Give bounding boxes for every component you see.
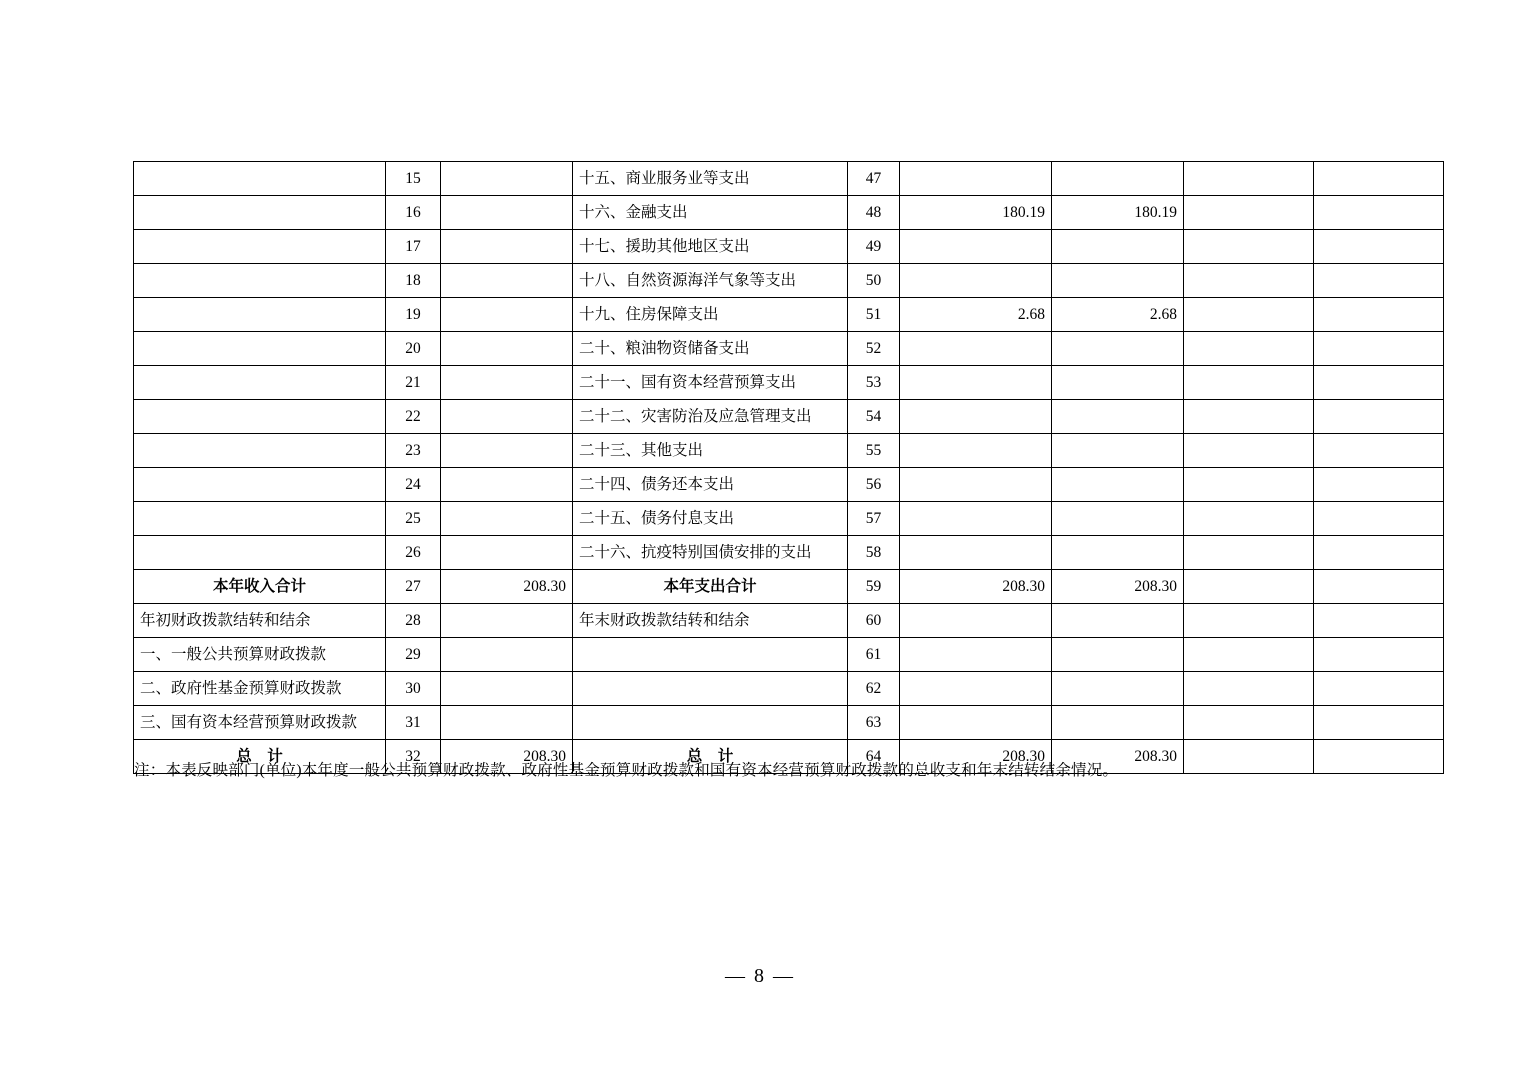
expense-amount-fund-cell xyxy=(1184,298,1314,332)
income-amount-cell xyxy=(441,230,573,264)
expense-amount-fund-cell xyxy=(1184,638,1314,672)
budget-table-container xyxy=(133,161,1389,774)
expense-amount-general-cell xyxy=(1052,468,1184,502)
table-row xyxy=(134,638,1444,672)
income-amount-cell: 208.30 xyxy=(441,740,573,774)
income-row-number-cell: 26 xyxy=(386,536,441,570)
expense-amount-general-cell xyxy=(1052,706,1184,740)
expense-label-cell: 年末财政拨款结转和结余 xyxy=(573,604,848,638)
income-label-cell: 本年收入合计 xyxy=(134,570,386,604)
expense-label-cell xyxy=(573,638,848,672)
expense-amount-fund-cell xyxy=(1184,468,1314,502)
expense-row-number-cell: 54 xyxy=(848,400,900,434)
income-amount-cell xyxy=(441,264,573,298)
expense-row-number-cell: 58 xyxy=(848,536,900,570)
expense-amount-fund-cell xyxy=(1184,196,1314,230)
income-amount-cell xyxy=(441,162,573,196)
expense-amount-fund-cell xyxy=(1184,706,1314,740)
expense-label-cell xyxy=(573,706,848,740)
expense-amount-total-cell: 2.68 xyxy=(900,298,1052,332)
income-row-number-cell: 15 xyxy=(386,162,441,196)
expense-amount-general-cell: 208.30 xyxy=(1052,740,1184,774)
table-row xyxy=(134,468,1444,502)
expense-label-cell: 十八、自然资源海洋气象等支出 xyxy=(573,264,848,298)
income-row-number-cell: 32 xyxy=(386,740,441,774)
income-row-number-cell: 29 xyxy=(386,638,441,672)
income-amount-cell xyxy=(441,196,573,230)
expense-amount-fund-cell xyxy=(1184,570,1314,604)
expense-row-number-cell: 56 xyxy=(848,468,900,502)
income-row-number-cell: 21 xyxy=(386,366,441,400)
expense-amount-general-cell: 208.30 xyxy=(1052,570,1184,604)
income-amount-cell xyxy=(441,400,573,434)
table-row xyxy=(134,196,1444,230)
income-amount-cell xyxy=(441,604,573,638)
expense-amount-general-cell xyxy=(1052,366,1184,400)
expense-row-number-cell: 49 xyxy=(848,230,900,264)
expense-label-cell: 十六、金融支出 xyxy=(573,196,848,230)
expense-amount-total-cell xyxy=(900,502,1052,536)
expense-label-cell: 二十二、灾害防治及应急管理支出 xyxy=(573,400,848,434)
expense-amount-fund-cell xyxy=(1184,162,1314,196)
expense-amount-total-cell: 208.30 xyxy=(900,570,1052,604)
expense-row-number-cell: 62 xyxy=(848,672,900,706)
expense-amount-capital-cell xyxy=(1314,604,1444,638)
income-amount-cell xyxy=(441,672,573,706)
expense-row-number-cell: 53 xyxy=(848,366,900,400)
table-row xyxy=(134,434,1444,468)
expense-amount-total-cell: 208.30 xyxy=(900,740,1052,774)
income-label-cell xyxy=(134,536,386,570)
income-label-cell xyxy=(134,264,386,298)
income-amount-cell xyxy=(441,638,573,672)
expense-row-number-cell: 63 xyxy=(848,706,900,740)
table-row xyxy=(134,332,1444,366)
income-label-cell xyxy=(134,400,386,434)
expense-amount-total-cell xyxy=(900,638,1052,672)
expense-amount-capital-cell xyxy=(1314,468,1444,502)
expense-amount-general-cell xyxy=(1052,434,1184,468)
expense-amount-general-cell xyxy=(1052,604,1184,638)
expense-amount-total-cell: 180.19 xyxy=(900,196,1052,230)
income-label-cell xyxy=(134,332,386,366)
expense-row-number-cell: 64 xyxy=(848,740,900,774)
income-row-number-cell: 31 xyxy=(386,706,441,740)
income-label-cell: 三、国有资本经营预算财政拨款 xyxy=(134,706,386,740)
expense-amount-fund-cell xyxy=(1184,366,1314,400)
table-row xyxy=(134,400,1444,434)
expense-amount-fund-cell xyxy=(1184,230,1314,264)
table-row xyxy=(134,604,1444,638)
expense-label-cell: 二十四、债务还本支出 xyxy=(573,468,848,502)
income-label-cell: 年初财政拨款结转和结余 xyxy=(134,604,386,638)
expense-amount-total-cell xyxy=(900,230,1052,264)
expense-amount-general-cell xyxy=(1052,536,1184,570)
income-label-cell xyxy=(134,468,386,502)
expense-label-cell: 十九、住房保障支出 xyxy=(573,298,848,332)
income-amount-cell xyxy=(441,706,573,740)
expense-amount-capital-cell xyxy=(1314,264,1444,298)
income-row-number-cell: 16 xyxy=(386,196,441,230)
expense-amount-total-cell xyxy=(900,264,1052,298)
income-amount-cell xyxy=(441,536,573,570)
expense-amount-fund-cell xyxy=(1184,740,1314,774)
expense-amount-total-cell xyxy=(900,468,1052,502)
expense-row-number-cell: 61 xyxy=(848,638,900,672)
income-label-cell: 总 计 xyxy=(134,740,386,774)
expense-amount-capital-cell xyxy=(1314,400,1444,434)
income-row-number-cell: 22 xyxy=(386,400,441,434)
income-label-cell xyxy=(134,298,386,332)
table-body xyxy=(134,162,1444,774)
expense-amount-capital-cell xyxy=(1314,434,1444,468)
expense-label-cell: 二十、粮油物资储备支出 xyxy=(573,332,848,366)
expense-row-number-cell: 50 xyxy=(848,264,900,298)
expense-amount-total-cell xyxy=(900,536,1052,570)
table-row xyxy=(134,672,1444,706)
expense-row-number-cell: 51 xyxy=(848,298,900,332)
expense-amount-total-cell xyxy=(900,434,1052,468)
expense-amount-general-cell xyxy=(1052,264,1184,298)
expense-amount-total-cell xyxy=(900,162,1052,196)
expense-label-cell: 总 计 xyxy=(573,740,848,774)
income-amount-cell: 208.30 xyxy=(441,570,573,604)
expense-amount-fund-cell xyxy=(1184,604,1314,638)
page-number: — 8 — xyxy=(725,965,795,987)
expense-amount-fund-cell xyxy=(1184,264,1314,298)
income-amount-cell xyxy=(441,434,573,468)
expense-row-number-cell: 48 xyxy=(848,196,900,230)
expense-amount-capital-cell xyxy=(1314,230,1444,264)
expense-amount-capital-cell xyxy=(1314,570,1444,604)
expense-amount-capital-cell xyxy=(1314,536,1444,570)
table-row xyxy=(134,570,1444,604)
income-row-number-cell: 25 xyxy=(386,502,441,536)
income-label-cell: 一、一般公共预算财政拨款 xyxy=(134,638,386,672)
expense-amount-general-cell: 2.68 xyxy=(1052,298,1184,332)
expense-row-number-cell: 59 xyxy=(848,570,900,604)
expense-amount-capital-cell xyxy=(1314,162,1444,196)
table-row xyxy=(134,536,1444,570)
expense-amount-capital-cell xyxy=(1314,196,1444,230)
income-label-cell xyxy=(134,230,386,264)
income-amount-cell xyxy=(441,468,573,502)
income-row-number-cell: 24 xyxy=(386,468,441,502)
expense-amount-capital-cell xyxy=(1314,332,1444,366)
table-row xyxy=(134,502,1444,536)
table-row xyxy=(134,706,1444,740)
income-amount-cell xyxy=(441,298,573,332)
income-amount-cell xyxy=(441,366,573,400)
expense-label-cell: 十五、商业服务业等支出 xyxy=(573,162,848,196)
expense-amount-capital-cell xyxy=(1314,638,1444,672)
income-label-cell xyxy=(134,502,386,536)
expense-label-cell: 二十六、抗疫特别国债安排的支出 xyxy=(573,536,848,570)
expense-label-cell: 二十一、国有资本经营预算支出 xyxy=(573,366,848,400)
income-label-cell: 二、政府性基金预算财政拨款 xyxy=(134,672,386,706)
income-label-cell xyxy=(134,196,386,230)
expense-amount-general-cell xyxy=(1052,162,1184,196)
expense-amount-general-cell: 180.19 xyxy=(1052,196,1184,230)
income-amount-cell xyxy=(441,332,573,366)
expense-amount-total-cell xyxy=(900,332,1052,366)
table-row xyxy=(134,298,1444,332)
expense-amount-total-cell xyxy=(900,672,1052,706)
expense-amount-capital-cell xyxy=(1314,298,1444,332)
expense-amount-total-cell xyxy=(900,604,1052,638)
expense-amount-capital-cell xyxy=(1314,740,1444,774)
expense-amount-capital-cell xyxy=(1314,706,1444,740)
income-label-cell xyxy=(134,434,386,468)
expense-amount-general-cell xyxy=(1052,400,1184,434)
table-row xyxy=(134,162,1444,196)
income-row-number-cell: 17 xyxy=(386,230,441,264)
expense-amount-fund-cell xyxy=(1184,332,1314,366)
income-amount-cell xyxy=(441,502,573,536)
expense-amount-capital-cell xyxy=(1314,672,1444,706)
table-row xyxy=(134,366,1444,400)
expense-amount-fund-cell xyxy=(1184,672,1314,706)
expense-amount-fund-cell xyxy=(1184,536,1314,570)
expense-amount-general-cell xyxy=(1052,502,1184,536)
expense-amount-total-cell xyxy=(900,706,1052,740)
income-row-number-cell: 23 xyxy=(386,434,441,468)
income-row-number-cell: 28 xyxy=(386,604,441,638)
expense-amount-fund-cell xyxy=(1184,400,1314,434)
table-note: 注：本表反映部门(单位)本年度一般公共预算财政拨款、政府性基金预算财政拨款和国有资本经营预算财政拨款的总收支和年末结转结余情况。 xyxy=(134,762,1119,779)
income-row-number-cell: 27 xyxy=(386,570,441,604)
income-row-number-cell: 20 xyxy=(386,332,441,366)
income-label-cell xyxy=(134,162,386,196)
expense-amount-general-cell xyxy=(1052,638,1184,672)
expense-amount-fund-cell xyxy=(1184,434,1314,468)
expense-row-number-cell: 47 xyxy=(848,162,900,196)
expense-amount-general-cell xyxy=(1052,230,1184,264)
income-row-number-cell: 30 xyxy=(386,672,441,706)
expense-amount-capital-cell xyxy=(1314,366,1444,400)
expense-amount-fund-cell xyxy=(1184,502,1314,536)
table-row xyxy=(134,264,1444,298)
expense-amount-total-cell xyxy=(900,400,1052,434)
expense-label-cell: 二十五、债务付息支出 xyxy=(573,502,848,536)
income-label-cell xyxy=(134,366,386,400)
expense-row-number-cell: 57 xyxy=(848,502,900,536)
expense-label-cell: 二十三、其他支出 xyxy=(573,434,848,468)
expense-row-number-cell: 55 xyxy=(848,434,900,468)
financial-allocation-table xyxy=(133,161,1444,774)
income-row-number-cell: 18 xyxy=(386,264,441,298)
expense-amount-total-cell xyxy=(900,366,1052,400)
expense-label-cell xyxy=(573,672,848,706)
expense-amount-general-cell xyxy=(1052,672,1184,706)
expense-label-cell: 本年支出合计 xyxy=(573,570,848,604)
expense-amount-capital-cell xyxy=(1314,502,1444,536)
income-row-number-cell: 19 xyxy=(386,298,441,332)
table-row xyxy=(134,230,1444,264)
expense-row-number-cell: 60 xyxy=(848,604,900,638)
expense-label-cell: 十七、援助其他地区支出 xyxy=(573,230,848,264)
expense-row-number-cell: 52 xyxy=(848,332,900,366)
expense-amount-general-cell xyxy=(1052,332,1184,366)
